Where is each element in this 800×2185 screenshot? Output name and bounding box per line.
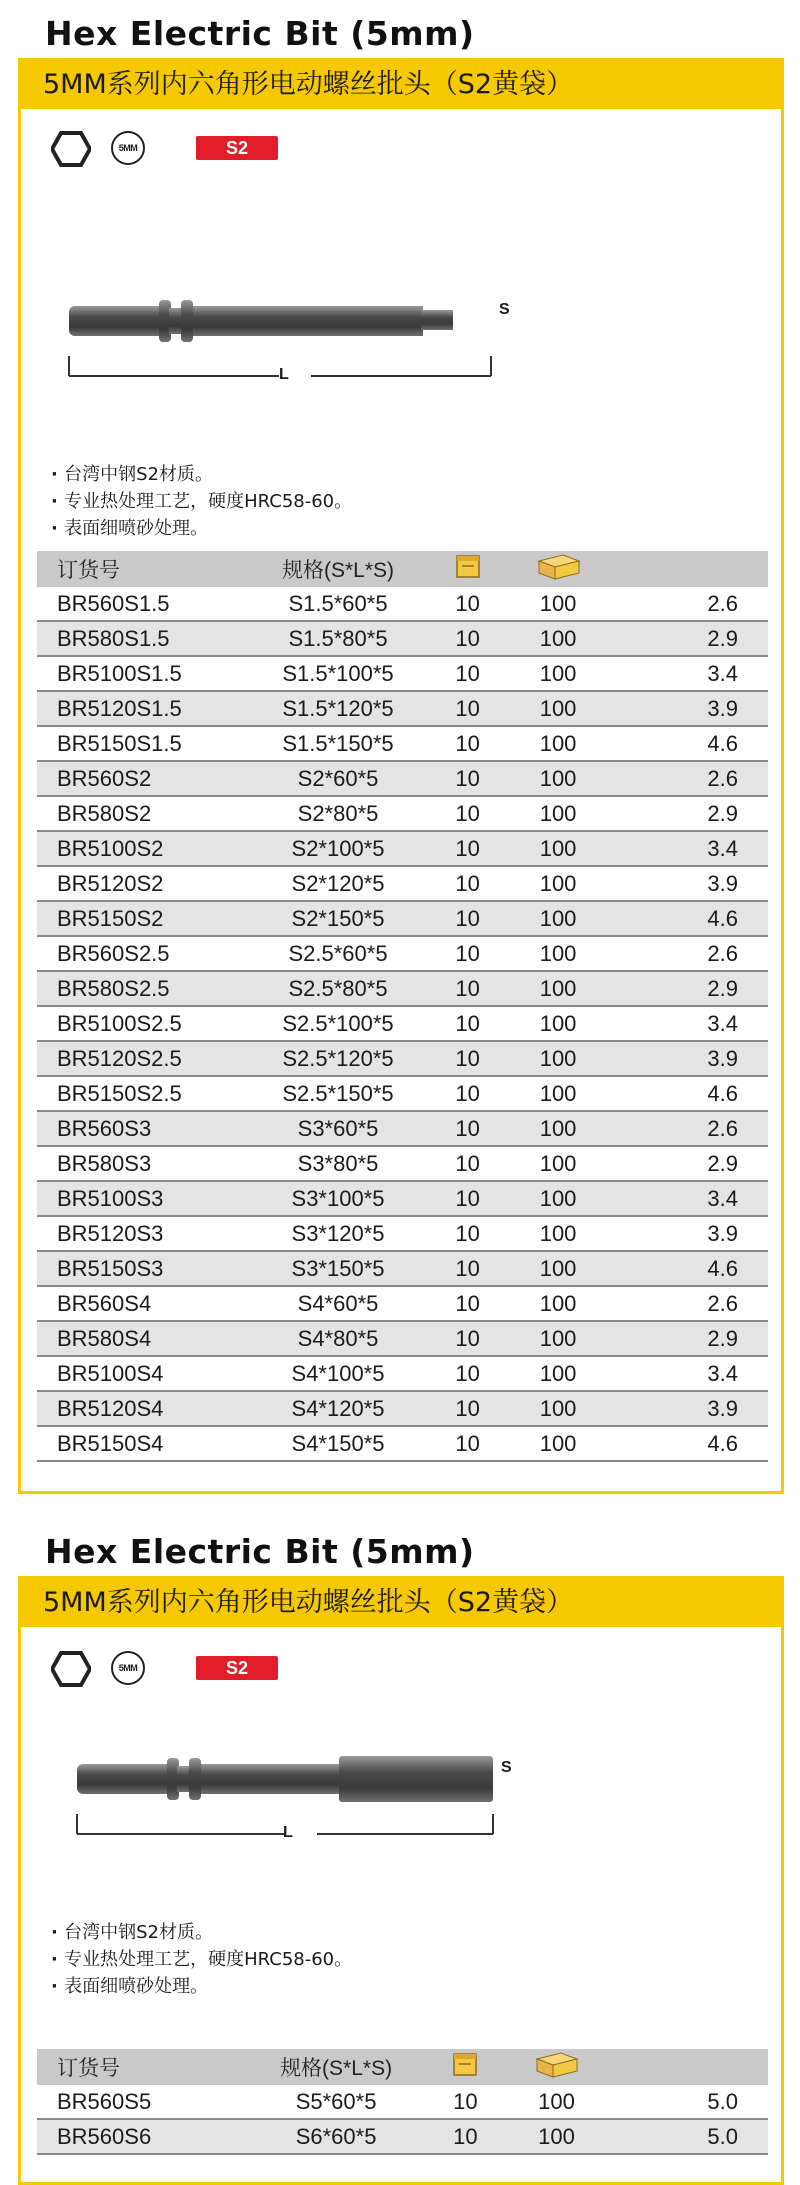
col-spec: 规格(S*L*S): [250, 2049, 423, 2085]
carton-qty-cell: 100: [510, 691, 606, 726]
table-row: [37, 726, 768, 761]
table-row: [37, 1076, 768, 1111]
table-row: [37, 866, 768, 901]
col-order-no: 订货号: [37, 551, 251, 587]
weight-cell: 4.6: [606, 901, 768, 936]
weight-cell: 4.6: [606, 1076, 768, 1111]
order-no-cell: BR5150S2: [37, 901, 251, 936]
order-no-cell: BR580S2: [37, 796, 251, 831]
box-qty-cell: 10: [425, 656, 510, 691]
box-qty-cell: 10: [425, 1321, 510, 1356]
weight-cell: 2.6: [606, 587, 768, 621]
carton-qty-cell: 100: [510, 936, 606, 971]
spec-cell: S4*80*5: [251, 1321, 425, 1356]
table-row: [37, 656, 768, 691]
carton-qty-cell: 100: [510, 1041, 606, 1076]
dim-label-l: L: [283, 1824, 293, 1841]
weight-cell: 3.4: [606, 831, 768, 866]
table-row: [37, 1251, 768, 1286]
spec-cell: S2*80*5: [251, 796, 425, 831]
order-no-cell: BR5120S1.5: [37, 691, 251, 726]
table-row: [37, 796, 768, 831]
weight-cell: 3.4: [606, 1356, 768, 1391]
box-qty-cell: 10: [425, 971, 510, 1006]
spec-cell: S3*150*5: [251, 1251, 425, 1286]
box-qty-cell: 10: [425, 1286, 510, 1321]
feature-item: · 台湾中钢S2材质。: [51, 1919, 352, 1946]
order-no-cell: BR5120S4: [37, 1391, 251, 1426]
weight-cell: 2.9: [606, 796, 768, 831]
table-row: [37, 1041, 768, 1076]
carton-qty-cell: 100: [510, 1111, 606, 1146]
weight-cell: 4.6: [606, 726, 768, 761]
carton-qty-cell: 100: [510, 796, 606, 831]
carton-qty-cell: 100: [510, 761, 606, 796]
table-row: [37, 1426, 768, 1461]
product-section-2: [0, 1532, 800, 2185]
weight-cell: 2.9: [606, 1146, 768, 1181]
weight-cell: 5.0: [605, 2085, 768, 2119]
feature-list: [51, 1919, 352, 2000]
spec-cell: S2.5*120*5: [251, 1041, 425, 1076]
spec-cell: S2*100*5: [251, 831, 425, 866]
order-no-cell: BR580S3: [37, 1146, 251, 1181]
carton-qty-cell: 100: [510, 971, 606, 1006]
material-badge: S2: [196, 1656, 278, 1680]
spec-cell: S2.5*100*5: [251, 1006, 425, 1041]
carton-qty-cell: 100: [510, 1356, 606, 1391]
order-no-cell: BR5100S2: [37, 831, 251, 866]
spec-cell: S6*60*5: [250, 2119, 423, 2154]
carton-qty-cell: 100: [510, 1391, 606, 1426]
table-row: [37, 2119, 768, 2154]
subtitle-bar: 5MM系列内六角形电动螺丝批头（S2黄袋）: [21, 61, 781, 109]
table-row: [37, 761, 768, 796]
order-no-cell: BR5100S1.5: [37, 656, 251, 691]
order-no-cell: BR560S3: [37, 1111, 251, 1146]
weight-cell: 3.4: [606, 656, 768, 691]
box-qty-cell: 10: [425, 761, 510, 796]
order-no-cell: BR5100S3: [37, 1181, 251, 1216]
carton-icon: [510, 551, 606, 587]
table-row: [37, 1181, 768, 1216]
box-qty-cell: 10: [425, 936, 510, 971]
col-blank: [605, 2049, 768, 2085]
carton-qty-cell: 100: [510, 1216, 606, 1251]
weight-cell: 2.9: [606, 1321, 768, 1356]
carton-qty-cell: 100: [508, 2119, 604, 2154]
table-row: [37, 1006, 768, 1041]
spec-cell: S3*80*5: [251, 1146, 425, 1181]
box-qty-cell: 10: [425, 691, 510, 726]
table-row: [37, 691, 768, 726]
box-qty-cell: 10: [425, 1076, 510, 1111]
order-no-cell: BR5120S3: [37, 1216, 251, 1251]
dim-label-l: L: [279, 366, 289, 383]
dim-label-s: S: [499, 301, 510, 318]
carton-qty-cell: 100: [510, 587, 606, 621]
spec-cell: S4*120*5: [251, 1391, 425, 1426]
table-header-row: [37, 551, 768, 587]
carton-qty-cell: 100: [510, 1006, 606, 1041]
weight-cell: 2.6: [606, 1286, 768, 1321]
feature-item: · 专业热处理工艺，硬度HRC58-60。: [51, 1946, 352, 1973]
spec-cell: S2*60*5: [251, 761, 425, 796]
spec-cell: S4*150*5: [251, 1426, 425, 1461]
table-row: [37, 901, 768, 936]
box-icon: [425, 551, 510, 587]
box-qty-cell: 10: [425, 1426, 510, 1461]
col-spec: 规格(S*L*S): [251, 551, 425, 587]
weight-cell: 3.4: [606, 1006, 768, 1041]
box-qty-cell: 10: [423, 2085, 509, 2119]
carton-qty-cell: 100: [510, 1146, 606, 1181]
box-icon: [423, 2049, 509, 2085]
feature-list: [51, 461, 352, 542]
spec-cell: S1.5*150*5: [251, 726, 425, 761]
order-no-cell: BR580S2.5: [37, 971, 251, 1006]
weight-cell: 3.4: [606, 1181, 768, 1216]
spec-cell: S3*120*5: [251, 1216, 425, 1251]
order-no-cell: BR5120S2.5: [37, 1041, 251, 1076]
spec-cell: S3*100*5: [251, 1181, 425, 1216]
order-no-cell: BR580S1.5: [37, 621, 251, 656]
box-qty-cell: 10: [425, 796, 510, 831]
table-body: [37, 2085, 768, 2154]
weight-cell: 2.9: [606, 621, 768, 656]
carton-qty-cell: 100: [510, 1321, 606, 1356]
carton-qty-cell: 100: [510, 1181, 606, 1216]
order-no-cell: BR560S2.5: [37, 936, 251, 971]
carton-qty-cell: 100: [510, 1251, 606, 1286]
box-qty-cell: 10: [425, 621, 510, 656]
order-no-cell: BR5150S1.5: [37, 726, 251, 761]
material-badge: S2: [196, 136, 278, 160]
carton-qty-cell: 100: [510, 1286, 606, 1321]
spec-cell: S1.5*100*5: [251, 656, 425, 691]
box-qty-cell: 10: [425, 866, 510, 901]
table-header-row: [37, 2049, 768, 2085]
box-qty-cell: 10: [425, 1216, 510, 1251]
carton-qty-cell: 100: [510, 1426, 606, 1461]
weight-cell: 2.6: [606, 936, 768, 971]
feature-item: · 台湾中钢S2材质。: [51, 461, 352, 488]
product-section-1: [0, 14, 800, 1494]
table-row: [37, 1146, 768, 1181]
carton-qty-cell: 100: [510, 656, 606, 691]
table-body: [37, 587, 768, 1461]
order-no-cell: BR5150S2.5: [37, 1076, 251, 1111]
spec-cell: S2*120*5: [251, 866, 425, 901]
table-row: [37, 831, 768, 866]
weight-cell: 2.6: [606, 761, 768, 796]
carton-qty-cell: 100: [510, 866, 606, 901]
weight-cell: 3.9: [606, 691, 768, 726]
table-row: [37, 587, 768, 621]
box-qty-cell: 10: [425, 1251, 510, 1286]
table-row: [37, 1111, 768, 1146]
order-no-cell: BR560S5: [37, 2085, 250, 2119]
spec-cell: S2*150*5: [251, 901, 425, 936]
weight-cell: 2.6: [606, 1111, 768, 1146]
section-title: Hex Electric Bit (5mm): [45, 14, 475, 53]
dim-label-s: S: [501, 1759, 512, 1776]
hex-socket-icon: [51, 131, 91, 167]
order-no-cell: BR560S6: [37, 2119, 250, 2154]
order-no-cell: BR580S4: [37, 1321, 251, 1356]
section-title: Hex Electric Bit (5mm): [45, 1532, 475, 1571]
order-no-cell: BR5120S2: [37, 866, 251, 901]
carton-qty-cell: 100: [510, 1076, 606, 1111]
product-card: [18, 1576, 784, 2185]
carton-qty-cell: 100: [510, 621, 606, 656]
spec-table: [37, 2049, 768, 2155]
spec-cell: S1.5*80*5: [251, 621, 425, 656]
bit-drawing: [41, 1734, 551, 1844]
weight-cell: 4.6: [606, 1426, 768, 1461]
order-no-cell: BR5150S4: [37, 1426, 251, 1461]
table-row: [37, 936, 768, 971]
box-qty-cell: 10: [425, 587, 510, 621]
carton-qty-cell: 100: [510, 901, 606, 936]
weight-cell: 5.0: [605, 2119, 768, 2154]
weight-cell: 2.9: [606, 971, 768, 1006]
table-row: [37, 1391, 768, 1426]
order-no-cell: BR560S1.5: [37, 587, 251, 621]
hex-socket-icon: [51, 1651, 91, 1687]
box-qty-cell: 10: [425, 1111, 510, 1146]
spec-cell: S3*60*5: [251, 1111, 425, 1146]
carton-qty-cell: 100: [508, 2085, 604, 2119]
table-row: [37, 1321, 768, 1356]
box-qty-cell: 10: [425, 726, 510, 761]
order-no-cell: BR5100S2.5: [37, 1006, 251, 1041]
weight-cell: 3.9: [606, 1391, 768, 1426]
bit-drawing: [41, 276, 551, 386]
spec-cell: S2.5*80*5: [251, 971, 425, 1006]
spec-cell: S4*100*5: [251, 1356, 425, 1391]
feature-item: · 表面细喷砂处理。: [51, 1973, 352, 2000]
col-order-no: 订货号: [37, 2049, 250, 2085]
table-row: [37, 1356, 768, 1391]
feature-item: · 专业热处理工艺，硬度HRC58-60。: [51, 488, 352, 515]
table-row: [37, 1286, 768, 1321]
product-card: [18, 58, 784, 1494]
spec-table: [37, 551, 768, 1462]
size-badge: 5MM: [111, 1651, 145, 1685]
spec-cell: S4*60*5: [251, 1286, 425, 1321]
order-no-cell: BR5100S4: [37, 1356, 251, 1391]
box-qty-cell: 10: [425, 831, 510, 866]
col-blank: [606, 551, 768, 587]
carton-icon: [508, 2049, 604, 2085]
box-qty-cell: 10: [425, 1146, 510, 1181]
table-row: [37, 1216, 768, 1251]
carton-qty-cell: 100: [510, 831, 606, 866]
box-qty-cell: 10: [425, 1181, 510, 1216]
weight-cell: 4.6: [606, 1251, 768, 1286]
carton-qty-cell: 100: [510, 726, 606, 761]
spec-cell: S1.5*60*5: [251, 587, 425, 621]
box-qty-cell: 10: [425, 1391, 510, 1426]
box-qty-cell: 10: [425, 1356, 510, 1391]
table-row: [37, 621, 768, 656]
subtitle-bar: 5MM系列内六角形电动螺丝批头（S2黄袋）: [21, 1579, 781, 1627]
order-no-cell: BR560S2: [37, 761, 251, 796]
table-row: [37, 2085, 768, 2119]
box-qty-cell: 10: [425, 1006, 510, 1041]
weight-cell: 3.9: [606, 866, 768, 901]
spec-cell: S1.5*120*5: [251, 691, 425, 726]
order-no-cell: BR560S4: [37, 1286, 251, 1321]
box-qty-cell: 10: [425, 1041, 510, 1076]
box-qty-cell: 10: [425, 901, 510, 936]
feature-item: · 表面细喷砂处理。: [51, 515, 352, 542]
table-row: [37, 971, 768, 1006]
spec-cell: S2.5*60*5: [251, 936, 425, 971]
weight-cell: 3.9: [606, 1041, 768, 1076]
box-qty-cell: 10: [423, 2119, 509, 2154]
spec-cell: S2.5*150*5: [251, 1076, 425, 1111]
spec-cell: S5*60*5: [250, 2085, 423, 2119]
size-badge: 5MM: [111, 131, 145, 165]
order-no-cell: BR5150S3: [37, 1251, 251, 1286]
weight-cell: 3.9: [606, 1216, 768, 1251]
